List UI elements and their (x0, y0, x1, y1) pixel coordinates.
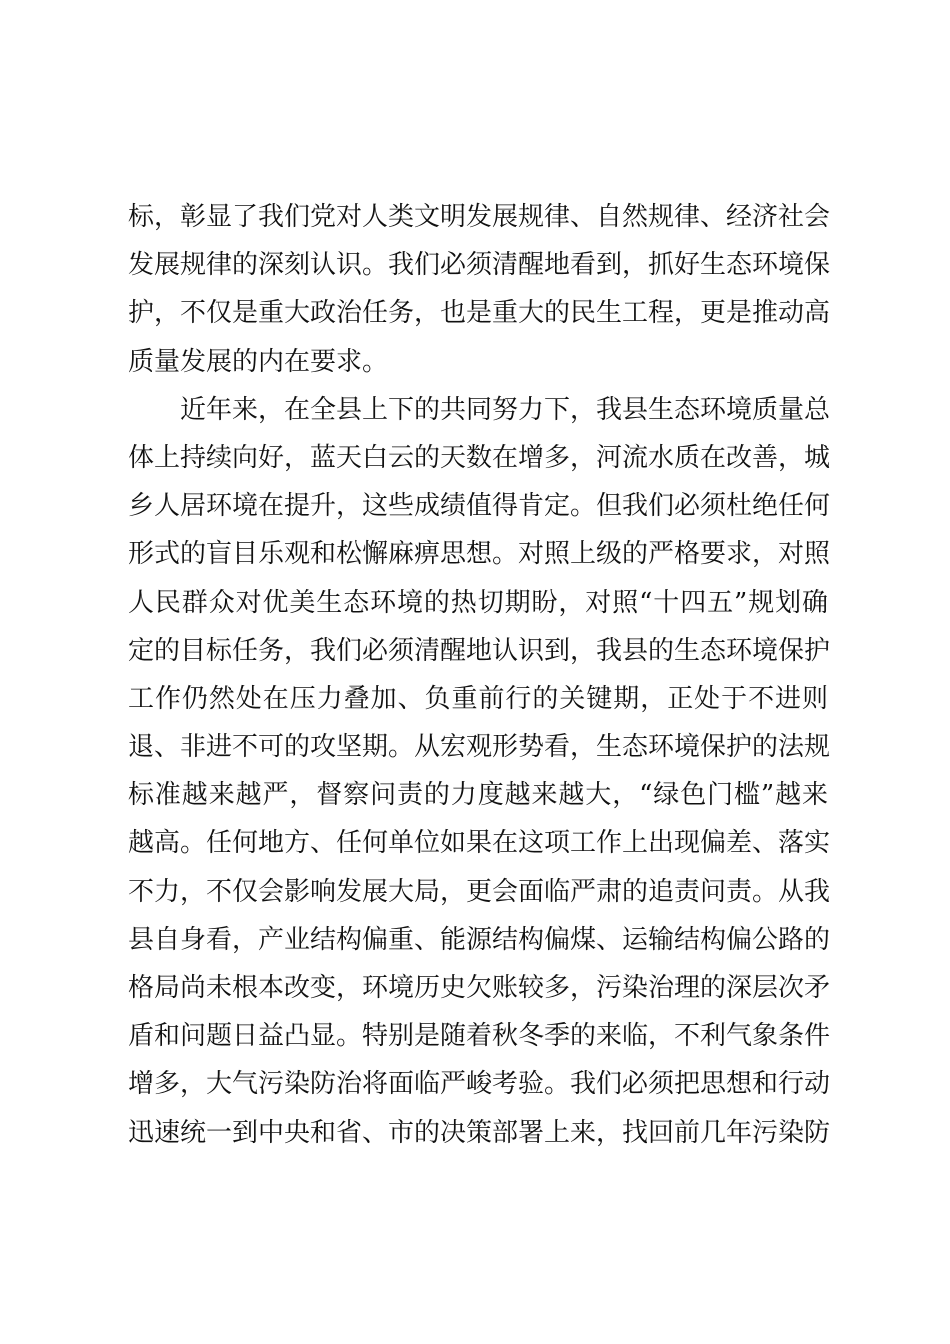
paragraph-line: 县自身看，产业结构偏重、能源结构偏煤、运输结构偏公路的 (128, 924, 831, 955)
paragraph-line: 定的目标任务，我们必须清醒地认识到，我县的生态环境保护 (128, 635, 831, 666)
paragraph-line: 越高。任何地方、任何单位如果在这项工作上出现偏差、落实 (128, 828, 831, 859)
paragraph-line: 体上持续向好，蓝天白云的天数在增多，河流水质在改善，城 (128, 442, 831, 473)
paragraph-2 (128, 386, 831, 1157)
paragraph-line: 不力，不仅会影响发展大局，更会面临严肃的追责问责。从我 (128, 876, 831, 907)
paragraph-line: 迅速统一到中央和省、市的决策部署上来，找回前几年污染防 (128, 1117, 831, 1148)
paragraph-line: 护，不仅是重大政治任务，也是重大的民生工程，更是推动高 (128, 298, 831, 329)
paragraph-line: 近年来，在全县上下的共同努力下，我县生态环境质量总 (180, 394, 831, 425)
paragraph-line: 退、非进不可的攻坚期。从宏观形势看，生态环境保护的法规 (128, 732, 831, 763)
paragraph-line: 格局尚未根本改变，环境历史欠账较多，污染治理的深层次矛 (128, 973, 831, 1003)
paragraph-line: 发展规律的深刻认识。我们必须清醒地看到，抓好生态环境保 (128, 250, 831, 281)
paragraph-line: 形式的盲目乐观和松懈麻痹思想。对照上级的严格要求，对照 (128, 539, 831, 570)
document-body (128, 193, 831, 1157)
paragraph-1 (128, 193, 831, 386)
paragraph-line: 乡人居环境在提升，这些成绩值得肯定。但我们必须杜绝任何 (128, 491, 831, 522)
paragraph-line: 标准越来越严，督察问责的力度越来越大，“绿色门槛”越来 (128, 780, 828, 811)
paragraph-line: 增多，大气污染防治将面临严峻考验。我们必须把思想和行动 (128, 1069, 831, 1100)
paragraph-line: 盾和问题日益凸显。特别是随着秋冬季的来临，不利气象条件 (128, 1021, 831, 1052)
paragraph-line: 质量发展的内在要求。 (128, 346, 389, 377)
paragraph-line: 工作仍然处在压力叠加、负重前行的关键期，正处于不进则 (128, 683, 828, 714)
paragraph-line: 人民群众对优美生态环境的热切期盼，对照“十四五”规划确 (128, 587, 828, 618)
paragraph-line: 标，彰显了我们党对人类文明发展规律、自然规律、经济社会 (128, 202, 831, 232)
